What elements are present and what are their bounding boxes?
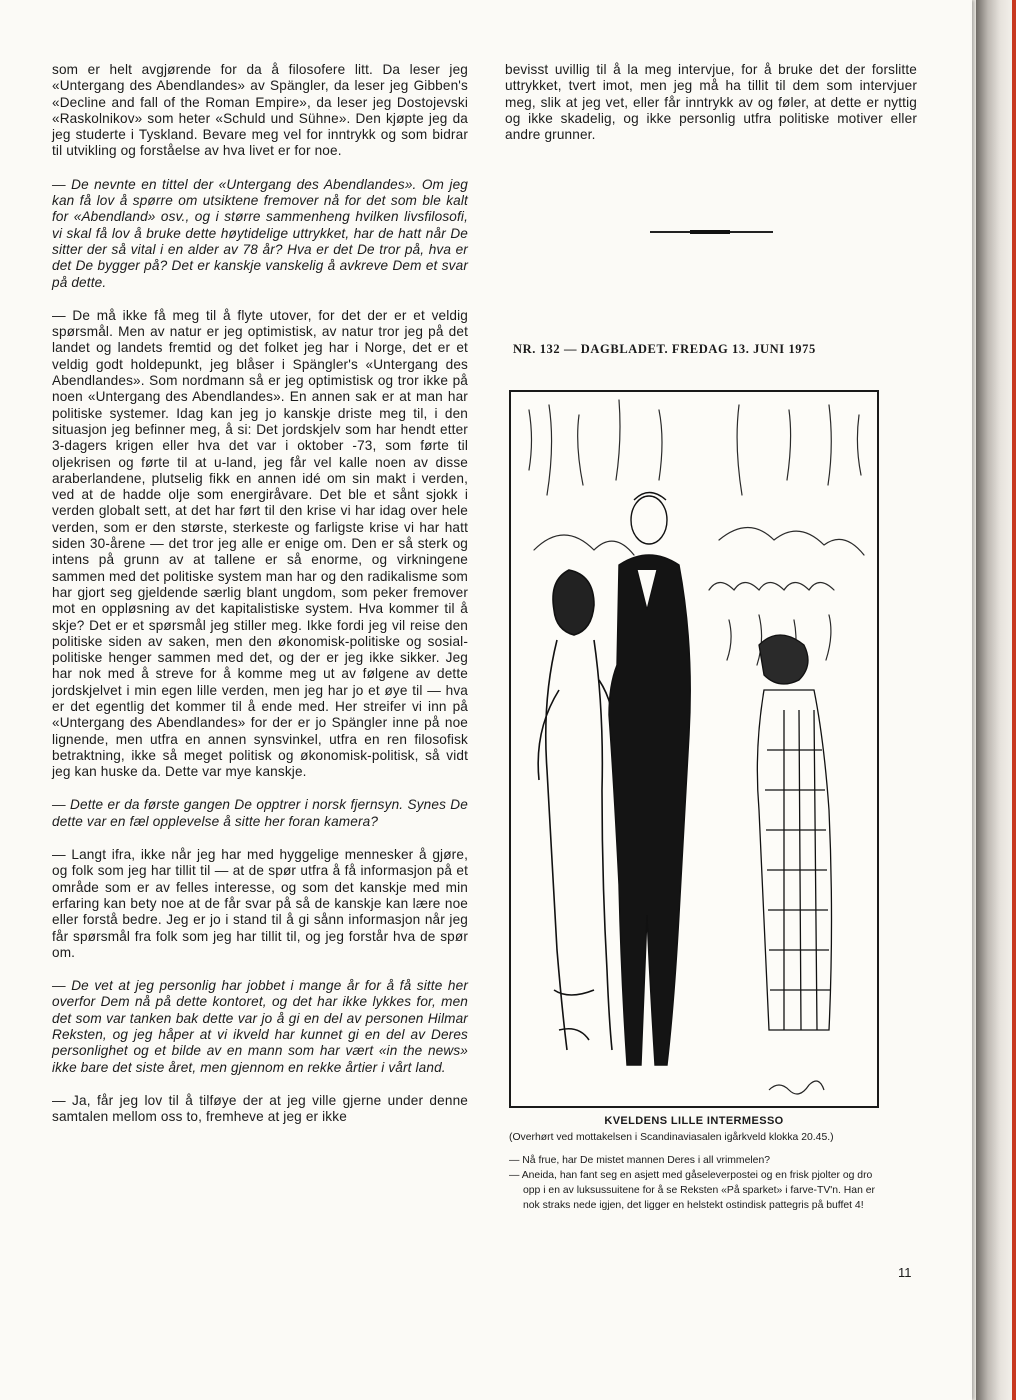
interviewer-question: — Dette er da første gangen De opptrer i norsk fjernsyn. Synes De dette var en fæl opplevelse å sitte her foran kamera? <box>52 797 468 829</box>
page-edge-stripe <box>1012 0 1016 1400</box>
page-number: 11 <box>898 1265 912 1280</box>
cartoon-caption-title: KVELDENS LILLE INTERMESSO <box>604 1115 784 1127</box>
paragraph: — Langt ifra, ikke når jeg har med hyggelige mennesker å gjøre, og folk som jeg har tillit til — at de spør utfra å få informasjon på et område som er av felles interesse, og som det kanskje med min erfaring kan bety noe at de får svar på så de kanskje kan lære noe eller forstå bedre. Jeg er jo i stand til å gi sånn informasjon når jeg får spørsmål fra folk som jeg har tillit til, og jeg forstår hva de spør om. <box>52 847 468 960</box>
interviewer-question: — De nevnte en tittel der «Untergang des Abendlandes». Om jeg kan få lov å spørre om utsiktene fremover nå for det som ble kalt for «Abendland» osv., og i større sammenheng hvilken livsfilosofi, vi skal få lov å bruke dette høytidelige uttrykket, har de hatt når De sitter der så vital i en alder av 78 år? Hva er det De tror på, hva er det De bygger på? Det er kanskje vanskelig å avkreve Dem et svar på dette. <box>52 176 468 290</box>
right-column-paragraph: bevisst uvillig til å la meg intervjue, for å bruke det der forslitte uttrykket, tvert imot, men jeg må ha tillit til dem som intervjuer meg, slik at jeg vet, eller får inntrykk av og føler, at dette er nyttig og ikke skadelig, og ikke personlig utfra politiske motiver eller andre grunner. <box>505 62 917 143</box>
cartoon-caption-dialogue <box>509 1153 879 1213</box>
newspaper-masthead: NR. 132 — DAGBLADET. FREDAG 13. JUNI 1975 <box>513 342 816 356</box>
caption-line: — Aneida, han fant seg en asjett med gåseleverpostei og en frisk pjolter og dro opp i en av luksussuitene for å se Reksten «På sparket» i farve-TV'n. Han er nok straks nede igjen, det ligger en helstekt ostindisk pattegris på buffet 4! <box>509 1170 875 1211</box>
caption-line: — Nå frue, har De mistet mannen Deres i all vrimmelen? <box>509 1155 771 1166</box>
cartoon-illustration <box>509 390 879 1108</box>
paragraph: — Ja, får jeg lov til å tilføye der at jeg ville gjerne under denne samtalen mellom oss to, fremheve at jeg er ikke <box>52 1092 468 1125</box>
paragraph: — De må ikke få meg til å flyte utover, for det der er et veldig spørsmål. Men av natur er jeg optimistisk, av natur tror jeg på det landet og landets fremtid og det folket jeg har i Norge, det er et veldig godt holdepunkt, jeg blåser i Spängler's «Untergang des Abendlandes». Som nordmann så er jeg optimistisk og tror ikke på noen «Untergang des Abendlandes». En annen sak er at man har politiske systemer. Idag kan jeg jo kanskje driste meg til, i den situasjon jeg befinner meg, å si: Det jordskjelv som har hendt etter 3-dagers krigen eller hva det var i oktober -73, som førte til oljekrisen og førte til at u-land, jeg får vel kalle noen av disse araberlandene, plutselig fikk en annen idé om sin makt i verden, ved at de hadde olje som energiråvare. Det ble et sånt sjokk i verden globalt sett, at det har ført til den krise vi har idag over hele verden, som er den største, sterkeste og farligste krise vi har hatt siden 30-årene — det tror jeg alle er enige om. Den er så sterk og intens på grunn av at tallene er så enorme, og virkningene sammen med det politiske system man har og den radikalisme som har gjort seg gjeldende særlig blant ungdom, som peker fremover mot en oppløsning av det kapitalistiske system. Hva kommer til å skje? Det er et spørsmål jeg stiller meg. Ikke fordi jeg vil reise den politiske siden av saken, men den økonomisk-politiske og sosial-politiske henger sammen med det, og der er jeg ikke sikker. Jeg har nok med å streve for å komme meg ut av følgene av dette jordskjelvet i min egen lille verden, men jeg har jo et øye til — hva er det egentlig det kommer til å ende med. Her streifer vi inn på «Untergang des Abendlandes» for der er jo Spängler inne på noe lignende, men utfra en annen synsvinkel, utfra en ren filosofisk betraktning, ikke så meget politisk og økonomisk-politisk, så vidt jeg kan huske da. Dette var mye kanskje. <box>52 307 468 780</box>
interviewer-question: — De vet at jeg personlig har jobbet i mange år for å få sitte her overfor Dem nå på dette kontoret, og det har ikke lykkes for, men det som var tanken bak dette var jo å gi en del av personen Hilmar Reksten, og jeg håper at vi ikveld har kunnet gi en del av Deres personlighet og et bilde av en mann som har vært «in the news» ikke bare det siste året, men gjennom en rekke årtier i vårt land. <box>52 978 468 1075</box>
page-edge-shadow <box>976 0 1016 1400</box>
section-divider <box>650 231 773 233</box>
left-column <box>52 62 468 1143</box>
cartoon-caption-subtitle: (Overhørt ved mottakelsen i Scandinaviasalen igårkveld klokka 20.45.) <box>509 1132 834 1143</box>
paragraph: som er helt avgjørende for da å filosofere litt. Da leser jeg «Untergang des Abendlandes» av Spängler, da leser jeg Gibben's «Decline and fall of the Roman Empire», da leser jeg Dostojevski «Raskolnikov» som heter «Schuld und Sühne». Den kjøpte jeg da jeg studerte i Tyskland. Bevare meg vel for inntrykk og som bidrar til utvikling og forståelse av hva livet er for noe. <box>52 62 468 159</box>
